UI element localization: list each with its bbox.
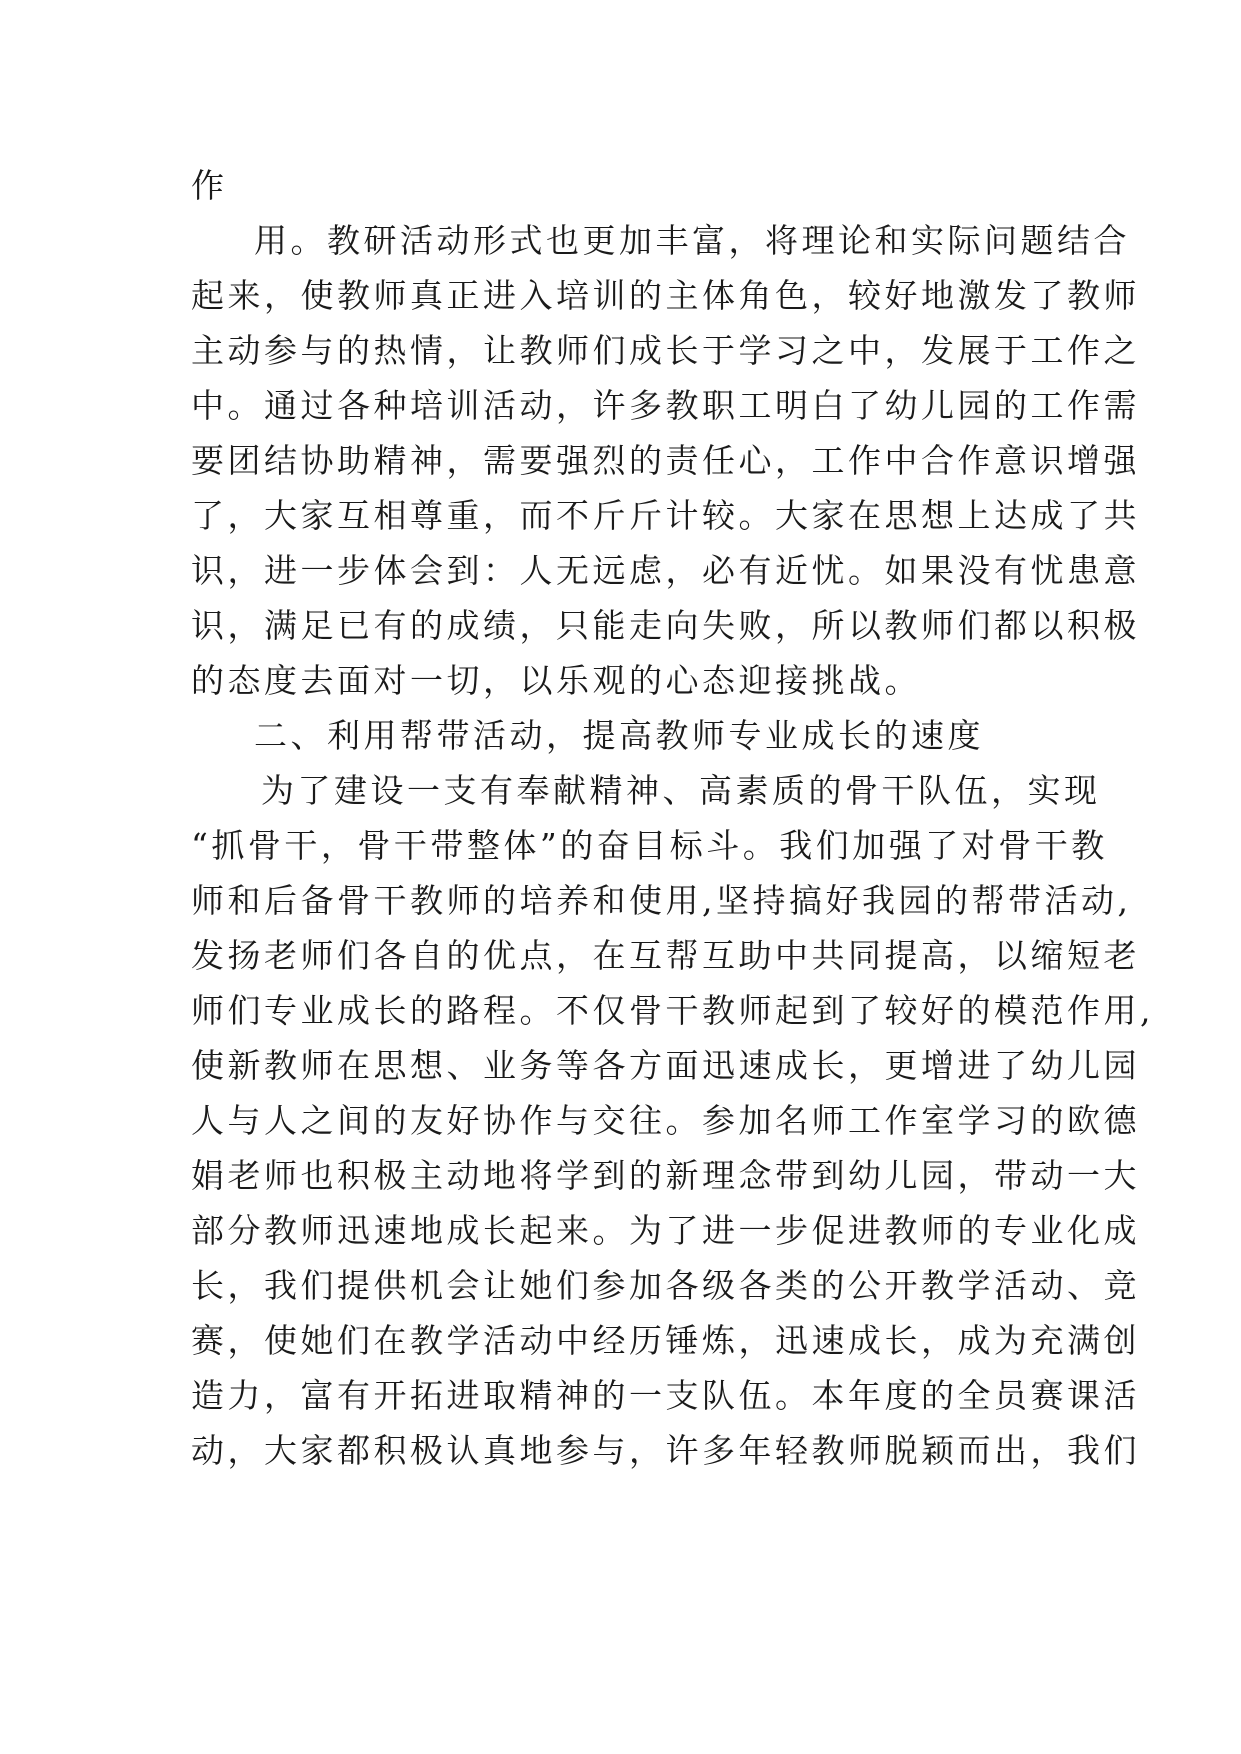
text-line: 师们专业成长的路程。不仅骨干教师起到了较好的模范作用, <box>191 991 1154 1030</box>
text-line: 要团结协助精神，需要强烈的责任心，工作中合作意识增强 <box>191 441 1140 480</box>
text-line: 发扬老师们各自的优点，在互帮互助中共同提高，以缩短老 <box>191 936 1140 975</box>
text-line: 赛，使她们在教学活动中经历锤炼，迅速成长，成为充满创 <box>191 1321 1140 1360</box>
text-line: 用。教研活动形式也更加丰富，将理论和实际问题结合 <box>254 221 1130 260</box>
text-line: 为了建设一支有奉献精神、高素质的骨干队伍，实现 <box>261 771 1101 810</box>
text-line: 了，大家互相尊重，而不斤斤计较。大家在思想上达成了共 <box>191 496 1140 535</box>
text-line: 识，满足已有的成绩，只能走向失败，所以教师们都以积极 <box>191 606 1140 645</box>
text-line: “抓骨干，骨干带整体”的奋目标斗。我们加强了对骨干教 <box>191 826 1108 865</box>
section-heading: 二、利用帮带活动，提高教师专业成长的速度 <box>254 716 984 755</box>
text-line: 主动参与的热情，让教师们成长于学习之中，发展于工作之 <box>191 331 1140 370</box>
text-line: 娟老师也积极主动地将学到的新理念带到幼儿园，带动一大 <box>191 1156 1140 1195</box>
text-line: 中。通过各种培训活动，许多教职工明白了幼儿园的工作需 <box>191 386 1140 425</box>
text-line: 部分教师迅速地成长起来。为了进一步促进教师的专业化成 <box>191 1211 1140 1250</box>
text-line: 长，我们提供机会让她们参加各级各类的公开教学活动、竞 <box>191 1266 1140 1305</box>
text-line: 动，大家都积极认真地参与，许多年轻教师脱颖而出，我们 <box>191 1431 1140 1470</box>
text-line: 的态度去面对一切，以乐观的心态迎接挑战。 <box>191 661 921 700</box>
text-line: 使新教师在思想、业务等各方面迅速成长，更增进了幼儿园 <box>191 1046 1140 1085</box>
text-line: 人与人之间的友好协作与交往。参加名师工作室学习的欧德 <box>191 1101 1140 1140</box>
text-line: 识，进一步体会到：人无远虑，必有近忧。如果没有忧患意 <box>191 551 1140 590</box>
text-line: 起来，使教师真正进入培训的主体角色，较好地激发了教师 <box>191 276 1140 315</box>
text-line: 造力，富有开拓进取精神的一支队伍。本年度的全员赛课活 <box>191 1376 1140 1415</box>
text-line: 师和后备骨干教师的培养和使用,坚持搞好我园的帮带活动, <box>191 881 1132 920</box>
text-line: 作 <box>191 166 228 205</box>
